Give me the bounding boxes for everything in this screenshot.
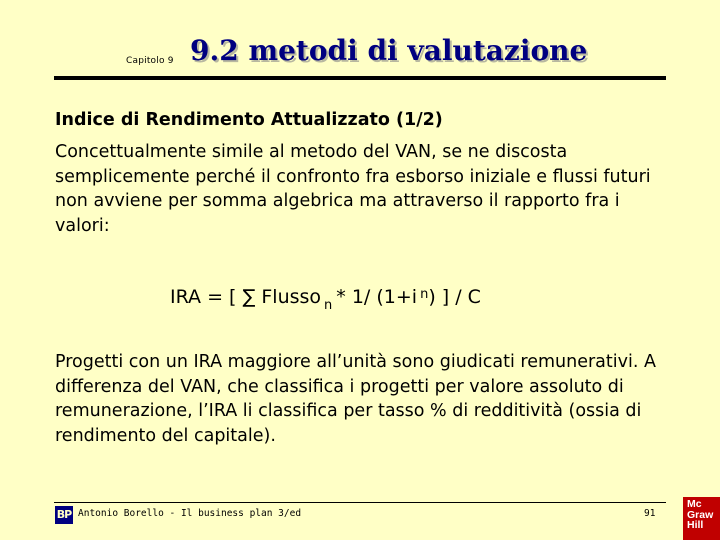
- formula-term: Flusso: [261, 286, 322, 308]
- title-divider: [54, 76, 666, 80]
- logo-line-3: Hill: [687, 519, 704, 531]
- bp-logo: BP: [55, 506, 73, 524]
- formula-superscript: n: [420, 287, 429, 302]
- logo-line-1: Mc: [687, 498, 702, 510]
- page-number: 91: [644, 508, 656, 519]
- footer-divider: [54, 502, 666, 503]
- slide-title: 9.2 metodi di valutazione: [190, 34, 588, 67]
- mcgraw-hill-logo: [683, 497, 720, 540]
- ira-formula: [170, 286, 481, 313]
- sigma-symbol: ∑: [242, 286, 256, 308]
- formula-end: ) ] / C: [428, 286, 481, 308]
- logo-line-2: Graw: [687, 508, 714, 521]
- section-heading: Indice di Rendimento Attualizzato (1/2): [55, 110, 443, 130]
- footer-credit: Antonio Borello - Il business plan 3/ed: [78, 508, 302, 519]
- formula-subscript: n: [324, 298, 333, 313]
- formula-mid: * 1/ (1+i: [336, 286, 418, 308]
- intro-paragraph: Concettualmente simile al metodo del VAN, se ne discosta semplicemente perché il confronto fra esborso iniziale e flussi futuri non avviene per somma algebrica ma attraverso il rapporto fra i valori:: [55, 142, 651, 236]
- formula-lhs: IRA = [: [170, 286, 237, 308]
- conclusion-paragraph: Progetti con un IRA maggiore all’unità sono giudicati remunerativi. A differenza del VAN, che classifica i progetti per valore assoluto di remunerazione, l’IRA li classifica per tasso % di redditività (ossia di rendimento del capitale).: [55, 352, 656, 446]
- chapter-label: Capitolo 9: [126, 56, 174, 66]
